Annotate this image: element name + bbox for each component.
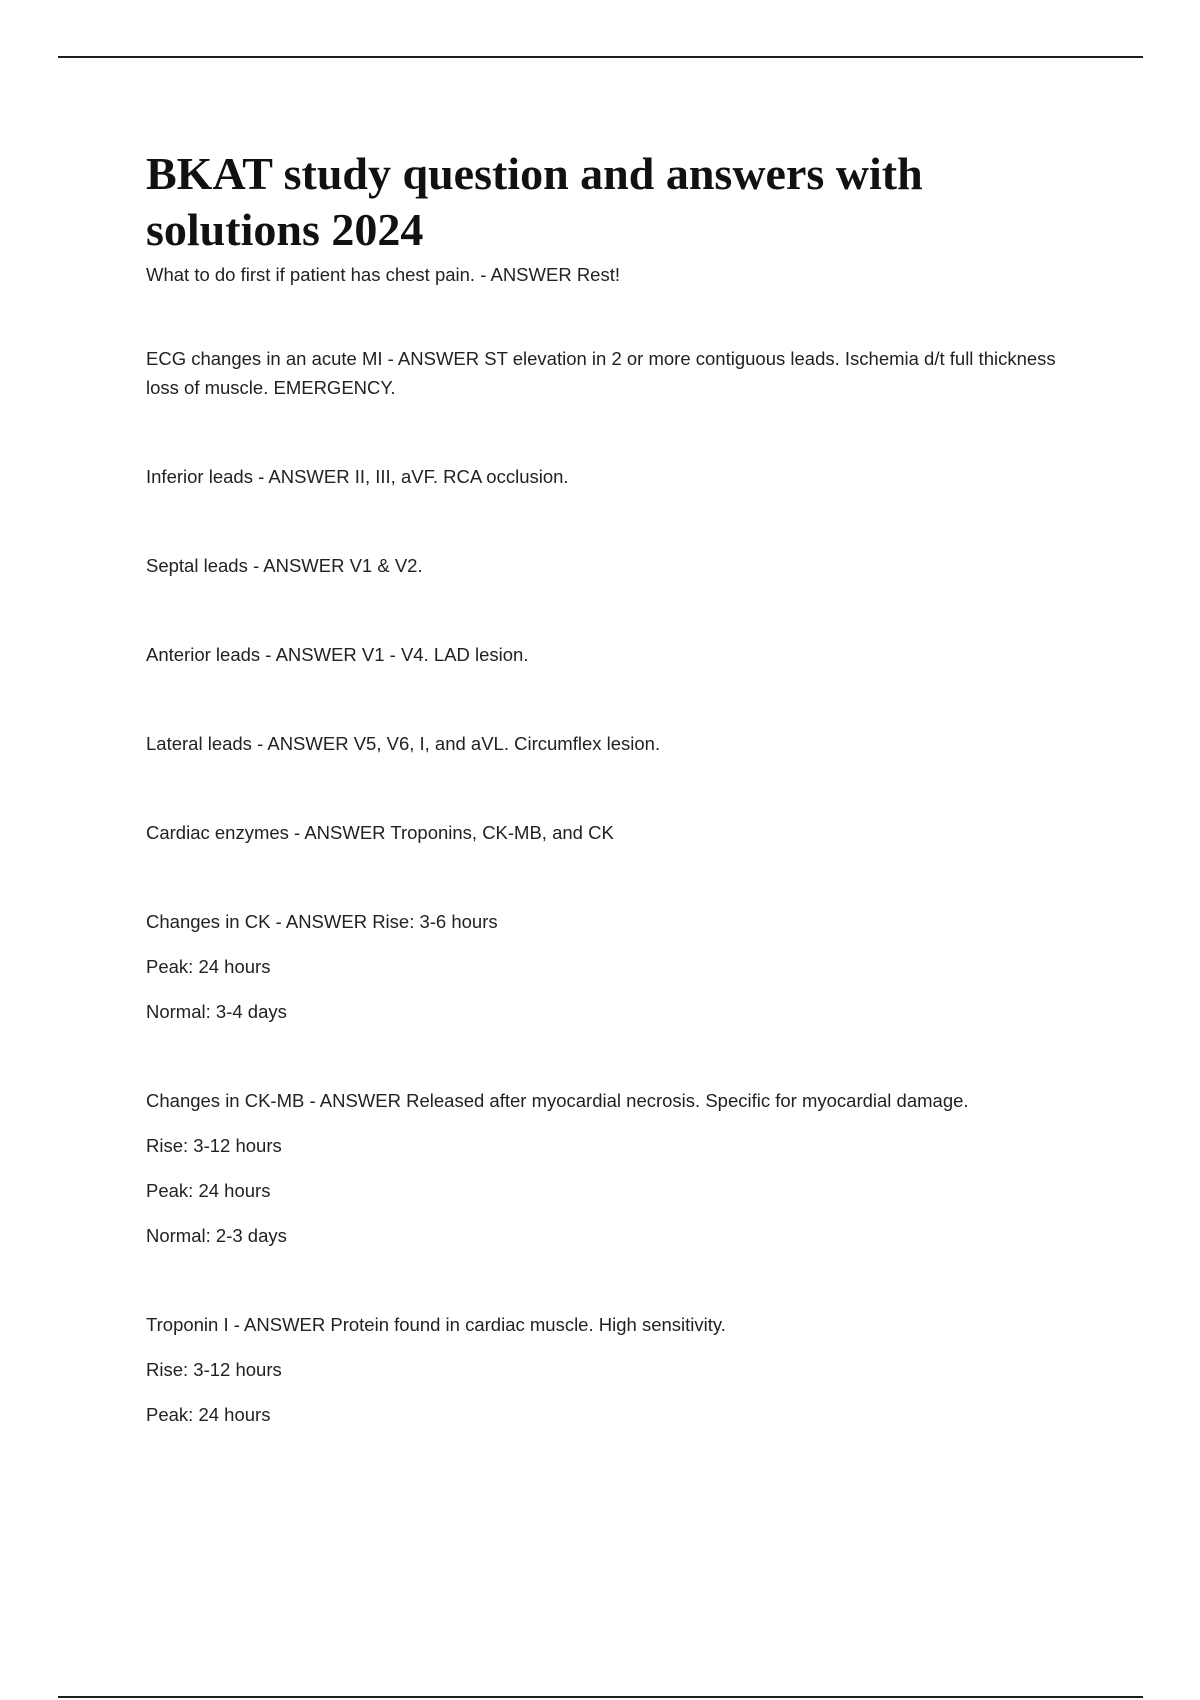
- qa-line: Cardiac enzymes - ANSWER Troponins, CK-MB, and CK: [146, 822, 614, 843]
- qa-item: [146, 551, 1076, 580]
- qa-line: Peak: 24 hours: [146, 1404, 271, 1425]
- document-body: [146, 146, 1076, 1429]
- qa-item: [146, 640, 1076, 669]
- qa-line: Rise: 3-12 hours: [146, 1359, 282, 1380]
- qa-line: Anterior leads - ANSWER V1 - V4. LAD lesion.: [146, 644, 529, 665]
- qa-item: [146, 818, 1076, 847]
- qa-line: Changes in CK - ANSWER Rise: 3-6 hours: [146, 911, 498, 932]
- qa-line: Septal leads - ANSWER V1 & V2.: [146, 555, 423, 576]
- qa-item: [146, 1310, 1076, 1429]
- qa-line: Normal: 3-4 days: [146, 1001, 287, 1022]
- qa-line: Rise: 3-12 hours: [146, 1135, 282, 1156]
- qa-item: [146, 344, 1076, 402]
- qa-item: [146, 462, 1076, 491]
- qa-line: Lateral leads - ANSWER V5, V6, I, and aVL. Circumflex lesion.: [146, 733, 661, 754]
- qa-line: Inferior leads - ANSWER II, III, aVF. RCA occlusion.: [146, 466, 569, 487]
- qa-item: [146, 1086, 1076, 1250]
- footer-rule: [58, 1696, 1143, 1698]
- header-rule: [58, 56, 1143, 58]
- qa-line: Changes in CK-MB - ANSWER Released after myocardial necrosis. Specific for myocardial damage.: [146, 1090, 969, 1111]
- qa-line: ECG changes in an acute MI - ANSWER ST elevation in 2 or more contiguous leads. Ischemia d/t full thickness loss of muscle. EMERGENCY.: [146, 348, 1056, 398]
- qa-line: Peak: 24 hours: [146, 956, 271, 977]
- qa-line: Peak: 24 hours: [146, 1180, 271, 1201]
- qa-item: [146, 729, 1076, 758]
- qa-item: [146, 260, 1076, 289]
- qa-line: Troponin I - ANSWER Protein found in cardiac muscle. High sensitivity.: [146, 1314, 726, 1335]
- document-title: BKAT study question and answers with solutions 2024: [146, 148, 923, 255]
- qa-line: Normal: 2-3 days: [146, 1225, 287, 1246]
- qa-list: [146, 260, 1076, 1429]
- qa-line: What to do first if patient has chest pain. - ANSWER Rest!: [146, 264, 620, 285]
- qa-item: [146, 907, 1076, 1026]
